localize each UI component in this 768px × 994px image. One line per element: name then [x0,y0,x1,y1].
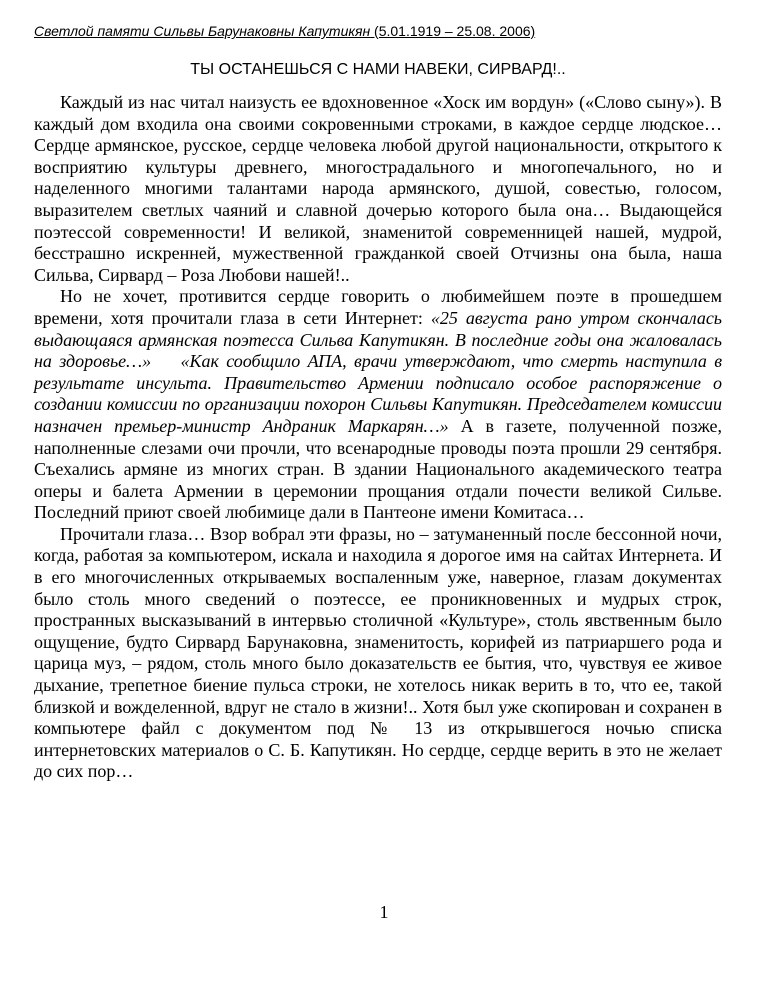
internet-quote-2: «Как сообщило АПА, врачи утверждают, что смерть наступила в результате инсульта. Правительство Армении подписало особое распоряжение о создании комиссии по организации похорон Сильвы Капутикян. Председателем комиссии назначен премьер-министр Андраник Маркарян…» [34,351,723,436]
paragraph-2-end: А в газете, полученной позже, наполненные слезами очи прочли, что всенародные проводы поэта прошли 29 сентября. Съехались армяне из многих стран. В здании Национального академического театра оперы и балета Армении в церемонии прощания отдали почести великой Сильве. Последний приют своей любимице дали в Пантеоне имени Комитаса… [34,415,723,523]
article-body [34,92,722,783]
running-header [34,22,722,40]
internet-quote-1: «25 августа рано утром скончалась выдающаяся армянская поэтесса Сильва Капутикян. В последние годы она жаловалась на здоровье…» [34,307,722,372]
document-page [34,22,722,783]
paragraph-2-text: Но не хочет, противится сердце говорить о любимейшем поэте в прошедшем времени, хотя прочитали глаза в сети Интернет: [34,286,722,328]
paragraph-3: Прочитали глаза… Взор вобрал эти фразы, но – затуманенный после бессонной ночи, когда, работая за компьютером, искала и находила я дорогое имя на сайтах Интернета. И в его многочисленных открываемых воспаленным уже, наверное, глазам документах было столь много сведений о поэтессе, ее проникновенных и мудрых строк, пространных высказываний в интервью столичной «Культуре», столь явственным было ощущение, будто Сирвард Барунаковна, знаменитость, корифей из патриаршего рода и царица муз, – рядом, столь много было доказательств ее бытия, что, чувствуя ее живое дыхание, трепетное биение пульса строки, не хотелось никак верить в то, что ее, такой близкой и вожделенной, вдруг не стало в жизни!.. Хотя был уже скопирован и сохранен в компьютере файл с документом под № 13 из открывшегося ночью списка интернетовских материалов о С. Б. Капутикян. Но сердце, сердце верить в это не желает до сих пор… [34,523,722,782]
header-dedication: Светлой памяти Сильвы Барунаковны Капутикян [34,23,371,39]
page-number: 1 [379,902,389,922]
header-dates: (5.01.1919 – 25.08. 2006) [374,23,536,39]
paragraph-2 [34,286,722,524]
article-title: ТЫ ОСТАНЕШЬСЯ С НАМИ НАВЕКИ, СИРВАРД!.. [190,61,566,78]
paragraph-1: Каждый из нас читал наизусть ее вдохновенное «Хоск им вордун» («Слово сыну»). В каждый дом входила она своими сокровенными строками, в каждое сердце людское… Сердце армянское, русское, сердце человека любой другой национальности, открытого к восприятию культуры древнего, многострадального и многопечального, но и наделенного многими талантами народа армянского, душой, совестью, голосом, выразителем светлых чаяний и славной дочерью которого была она… Выдающейся поэтессой современности! И великой, знаменитой современницей нашей, мудрой, бесстрашно искренней, мужественной гражданкой своей Отчизны она была, наша Сильва, Сирвард – Роза Любови нашей!.. [34,92,722,285]
